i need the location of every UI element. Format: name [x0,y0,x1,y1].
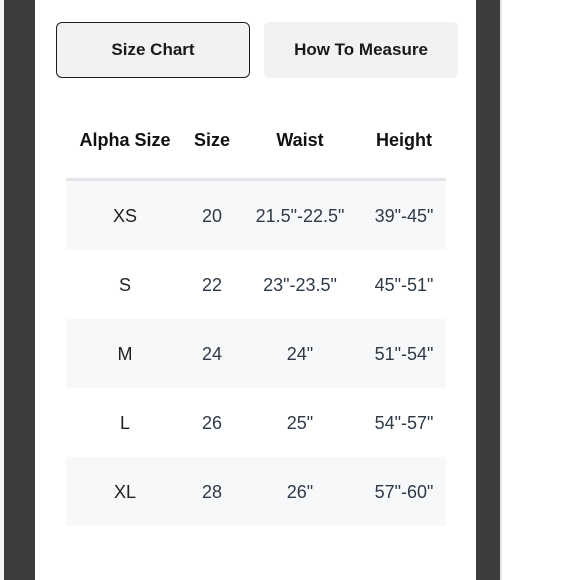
table-row [66,457,446,526]
cell-height: 54"-57" [374,413,434,433]
cell-height: 39"-45" [374,206,434,226]
header-waist: Waist [276,130,324,150]
cell-waist: 26" [286,482,314,502]
tab-size-chart[interactable]: Size Chart [56,22,250,78]
tab-how-to-measure[interactable]: How To Measure [264,22,458,78]
cell-size: 20 [201,206,223,226]
cell-height: 45"-51" [374,275,434,295]
header-size: Size [193,130,231,150]
cell-waist: 21.5"-22.5" [255,206,345,226]
cell-size: 28 [201,482,223,502]
size-guide-tabs [56,22,458,78]
cell-height: 51"-54" [374,344,434,364]
cell-height: 57"-60" [374,482,434,502]
cell-waist: 25" [286,413,314,433]
table-row [66,319,446,388]
cell-size: 26 [201,413,223,433]
cell-waist: 23"-23.5" [263,275,337,295]
cell-alpha-size: M [117,344,133,364]
cell-alpha-size: L [119,413,131,433]
cell-size: 24 [201,344,223,364]
table-row [66,250,446,319]
cell-alpha-size: S [118,275,132,295]
cell-size: 22 [201,275,223,295]
cell-alpha-size: XS [112,206,138,226]
header-height: Height [376,130,432,150]
right-edge-divider [500,0,502,580]
size-chart-table [66,108,446,526]
size-guide-panel [35,0,476,580]
modal-backdrop-frame [4,0,500,580]
cell-waist: 24" [286,344,314,364]
table-row [66,388,446,457]
cell-alpha-size: XL [113,482,137,502]
header-alpha-size: Alpha Size [79,130,171,150]
table-header [66,108,446,181]
table-row [66,181,446,250]
